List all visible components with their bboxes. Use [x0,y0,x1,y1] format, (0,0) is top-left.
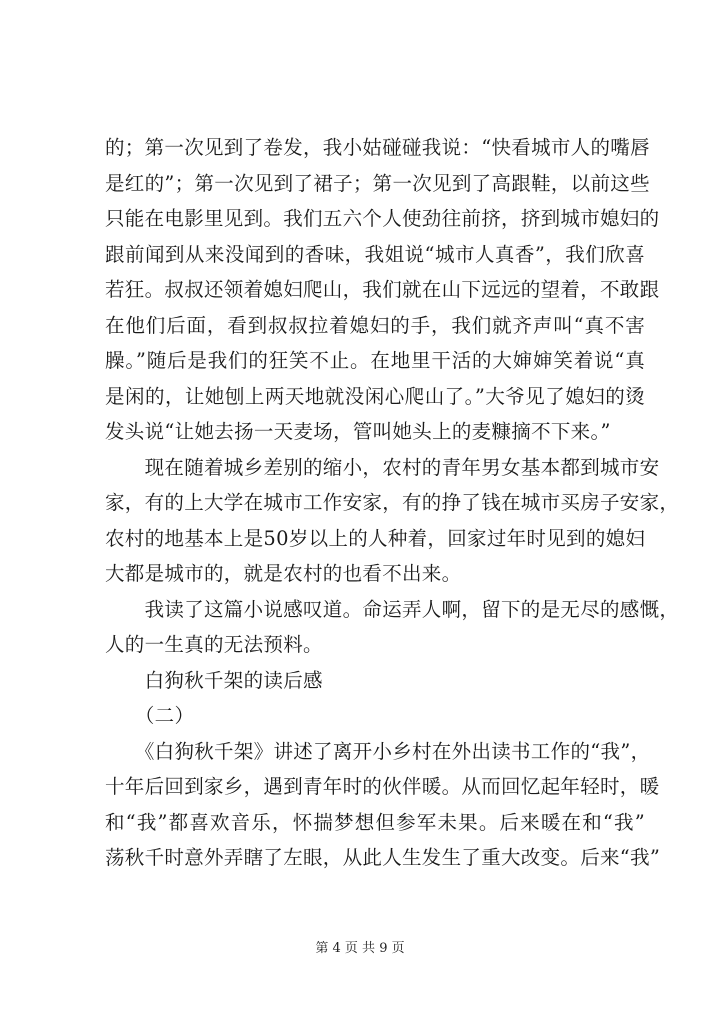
text-line: 人的一生真的无法预料。 [105,633,323,656]
text-line: 我读了这篇小说感叹道。命运弄人啊，留下的是无尽的感慨， [105,598,680,621]
text-line: 只能在电影里见到。我们五六个人使劲往前挤，挤到城市媳妇的 [105,207,660,230]
text-line: 农村的地基本上是50岁以上的人种着，回家过年时见到的媳妇 [105,527,646,550]
text-line: 荡秋千时意外弄瞎了左眼，从此人生发生了重大改变。后来“我” [105,846,661,869]
section-title: 白狗秋千架的读后感 [105,669,323,692]
text-line: 发头说“让她去扬一天麦场，管叫她头上的麦糠摘不下来。” [105,420,611,443]
text-line: 臊。”随后是我们的狂笑不止。在地里干活的大婶婶笑着说“真 [105,349,645,372]
text-line: 大都是城市的，就是农村的也看不出来。 [105,562,462,585]
text-line: 是红的”；第一次见到了裙子；第一次见到了高跟鞋，以前这些 [105,172,650,195]
text-line: 《白狗秋千架》讲述了离开小乡村在外出读书工作的“我”， [105,740,651,763]
text-line: 家，有的上大学在城市工作安家，有的挣了钱在城市买房子安家， [105,491,680,514]
text-line: 若狂。叔叔还领着媳妇爬山，我们就在山下远远的望着，不敢跟 [105,278,660,301]
text-line: 和“我”都喜欢音乐，怀揣梦想但参军未果。后来暖在和“我” [105,811,645,834]
text-line: 在他们后面，看到叔叔拉着媳妇的手，我们就齐声叫“真不害 [105,314,645,337]
text-line: 的；第一次见到了卷发，我小姑碰碰我说：“快看城市人的嘴唇 [105,136,650,159]
text-line: 跟前闻到从来没闻到的香味，我姐说“城市人真香”，我们欣喜 [105,243,645,266]
text-line: 是闲的，让她刨上两天地就没闲心爬山了。”大爷见了媳妇的烫 [105,385,645,408]
page-number-footer: 第 4 页 共 9 页 [315,941,405,956]
text-line: 现在随着城乡差别的缩小，农村的青年男女基本都到城市安 [105,456,660,479]
section-number: （二） [105,704,195,727]
text-line: 十年后回到家乡，遇到青年时的伙伴暖。从而回忆起年轻时，暖 [105,775,660,798]
